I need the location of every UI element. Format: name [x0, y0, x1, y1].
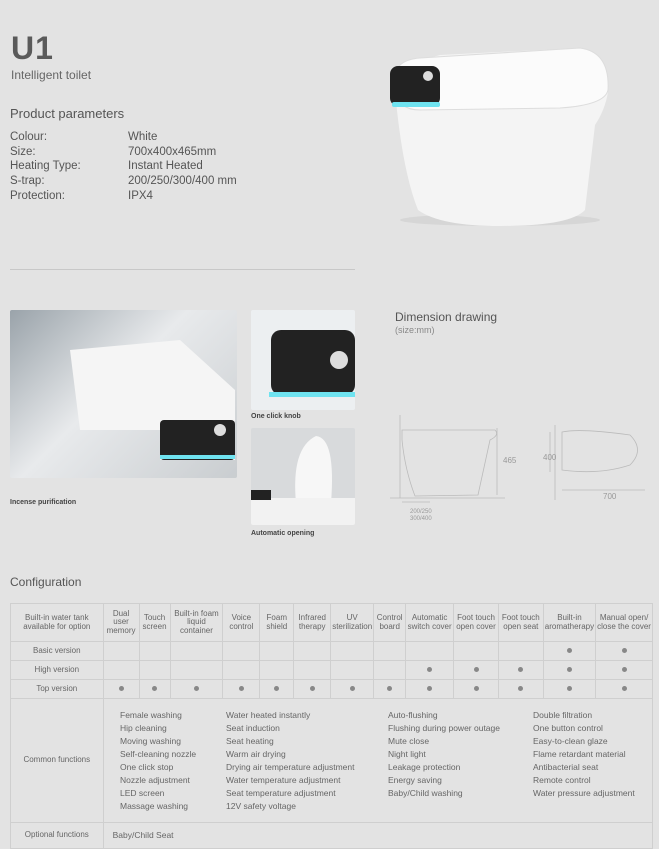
header-row: [11, 604, 653, 642]
optional-value: Baby/Child Seat: [103, 823, 652, 849]
feature-cell: [374, 680, 406, 699]
feature-cell: [260, 642, 294, 661]
params-heading: Product parameters: [10, 106, 125, 121]
optional-label: Optional functions: [11, 823, 104, 849]
dimension-title: Dimension drawing: [395, 310, 498, 324]
param-label: Size:: [10, 145, 36, 158]
feature-cell: [454, 661, 499, 680]
function-item: 12V safety voltage: [226, 801, 296, 811]
feature-cell: [543, 680, 595, 699]
feature-cell: [374, 642, 406, 661]
function-item: Flame retardant material: [533, 749, 626, 759]
strap-2: 300/400: [410, 516, 432, 522]
feature-cell: [596, 642, 653, 661]
function-item: Water pressure adjustment: [533, 788, 635, 798]
function-item: Nozzle adjustment: [120, 775, 190, 785]
version-row: [11, 680, 653, 699]
function-item: Double filtration: [533, 710, 593, 720]
included-dot-icon: [274, 686, 279, 691]
feature-cell: [406, 680, 454, 699]
param-row: [10, 175, 310, 187]
function-item: Antibacterial seat: [533, 762, 599, 772]
column-header: Voice control: [223, 604, 260, 642]
feature-cell: [596, 680, 653, 699]
param-value: White: [128, 131, 158, 143]
column-header: UV sterilization: [331, 604, 374, 642]
function-item: Easy-to-clean glaze: [533, 736, 608, 746]
caption-knob: One click knob: [251, 413, 301, 420]
feature-cell: [498, 680, 543, 699]
param-row: [10, 146, 310, 158]
common-label: Common functions: [11, 699, 104, 823]
feature-cell: [454, 680, 499, 699]
column-header: Touch screen: [139, 604, 170, 642]
feature-cell: [596, 661, 653, 680]
function-item: Seat induction: [226, 723, 280, 733]
feature-cell: [139, 680, 170, 699]
dim-length: 700: [603, 492, 617, 501]
dim-strap: [410, 509, 432, 523]
opening-photo: [251, 428, 355, 525]
feature-cell: [331, 680, 374, 699]
feature-cell: [103, 661, 139, 680]
feature-cell: [543, 661, 595, 680]
caption-incense: Incense purification: [10, 499, 77, 506]
feature-cell: [498, 642, 543, 661]
included-dot-icon: [567, 667, 572, 672]
function-item: Baby/Child washing: [388, 788, 463, 798]
included-dot-icon: [119, 686, 124, 691]
function-item: Seat heating: [226, 736, 274, 746]
version-row: [11, 661, 653, 680]
function-column: [226, 709, 355, 813]
column-header: Foot touch open cover: [454, 604, 499, 642]
feature-cell: [103, 642, 139, 661]
included-dot-icon: [567, 686, 572, 691]
param-label: Protection:: [10, 189, 65, 202]
function-item: Massage washing: [120, 801, 189, 811]
param-row: [10, 131, 310, 143]
feature-cell: [223, 680, 260, 699]
column-header: Infrared therapy: [294, 604, 331, 642]
feature-cell: [406, 642, 454, 661]
strap-1: 200/250: [410, 509, 432, 515]
function-item: Moving washing: [120, 736, 181, 746]
function-item: Hip cleaning: [120, 723, 167, 733]
version-name: High version: [11, 661, 104, 680]
dim-width: 400: [543, 453, 557, 462]
included-dot-icon: [622, 648, 627, 653]
included-dot-icon: [350, 686, 355, 691]
feature-cell: [260, 661, 294, 680]
feature-cell: [139, 661, 170, 680]
included-dot-icon: [194, 686, 199, 691]
divider: [10, 269, 355, 270]
function-item: Energy saving: [388, 775, 442, 785]
function-column: [533, 709, 635, 800]
function-item: Mute close: [388, 736, 430, 746]
included-dot-icon: [622, 667, 627, 672]
function-item: One button control: [533, 723, 603, 733]
included-dot-icon: [518, 667, 523, 672]
feature-cell: [331, 642, 374, 661]
feature-cell: [331, 661, 374, 680]
feature-cell: [406, 661, 454, 680]
function-item: LED screen: [120, 788, 165, 798]
column-header: Manual open/ close the cover: [596, 604, 653, 642]
function-item: Water temperature adjustment: [226, 775, 341, 785]
function-item: Auto-flushing: [388, 710, 438, 720]
included-dot-icon: [474, 667, 479, 672]
function-item: One click stop: [120, 762, 174, 772]
toilet-hero-image: [380, 30, 620, 230]
config-heading: Configuration: [10, 575, 82, 589]
caption-opening: Automatic opening: [251, 530, 315, 537]
param-label: S-trap:: [10, 175, 45, 188]
incense-photo: [10, 310, 237, 478]
function-item: Remote control: [533, 775, 591, 785]
included-dot-icon: [310, 686, 315, 691]
function-item: Self-cleaning nozzle: [120, 749, 197, 759]
dim-height: 465: [503, 456, 517, 465]
column-header: Automatic switch cover: [406, 604, 454, 642]
knob-photo: [251, 310, 355, 410]
feature-cell: [498, 661, 543, 680]
feature-cell: [139, 642, 170, 661]
column-header: Built-in foam liquid container: [170, 604, 223, 642]
version-name: Basic version: [11, 642, 104, 661]
included-dot-icon: [518, 686, 523, 691]
param-value: 200/250/300/400 mm: [128, 175, 237, 188]
param-row: [10, 160, 310, 172]
function-column: [120, 709, 196, 813]
column-header: Dual user memory: [103, 604, 139, 642]
feature-cell: [543, 642, 595, 661]
feature-cell: [294, 680, 331, 699]
feature-cell: [294, 642, 331, 661]
param-row: [10, 190, 310, 202]
param-value: Instant Heated: [128, 160, 203, 173]
included-dot-icon: [474, 686, 479, 691]
feature-cell: [294, 661, 331, 680]
function-item: Warm air drying: [226, 749, 286, 759]
feature-cell: [223, 661, 260, 680]
function-item: Drying air temperature adjustment: [226, 762, 355, 772]
param-label: Colour:: [10, 131, 48, 143]
function-item: Night light: [388, 749, 426, 759]
feature-cell: [103, 680, 139, 699]
included-dot-icon: [152, 686, 157, 691]
column-header: Built-in aromatherapy: [543, 604, 595, 642]
column-header: Foam shield: [260, 604, 294, 642]
version-row: [11, 642, 653, 661]
product-title: U1: [11, 30, 54, 66]
function-item: Female washing: [120, 710, 182, 720]
column-header: Control board: [374, 604, 406, 642]
feature-cell: [170, 680, 223, 699]
param-value: 700x400x465mm: [128, 145, 217, 158]
optional-row: [11, 823, 653, 849]
version-name: Top version: [11, 680, 104, 699]
function-item: Water heated instantly: [226, 710, 311, 720]
included-dot-icon: [427, 686, 432, 691]
dimension-drawing: [390, 410, 650, 525]
column-header: Built-in water tank available for option: [11, 604, 104, 642]
function-column: [388, 709, 500, 800]
included-dot-icon: [427, 667, 432, 672]
included-dot-icon: [622, 686, 627, 691]
included-dot-icon: [239, 686, 244, 691]
param-value: IPX4: [128, 189, 153, 202]
function-item: Flushing during power outage: [388, 723, 500, 733]
function-item: Leakage protection: [388, 762, 461, 772]
feature-cell: [454, 642, 499, 661]
feature-cell: [260, 680, 294, 699]
feature-cell: [374, 661, 406, 680]
feature-cell: [170, 642, 223, 661]
included-dot-icon: [387, 686, 392, 691]
feature-cell: [170, 661, 223, 680]
column-header: Foot touch open seat: [498, 604, 543, 642]
param-label: Heating Type:: [10, 160, 81, 173]
feature-cell: [223, 642, 260, 661]
function-item: Seat temperature adjustment: [226, 788, 336, 798]
included-dot-icon: [567, 648, 572, 653]
dimension-subtitle: (size:mm): [395, 325, 435, 335]
product-subtitle: Intelligent toilet: [11, 68, 92, 82]
